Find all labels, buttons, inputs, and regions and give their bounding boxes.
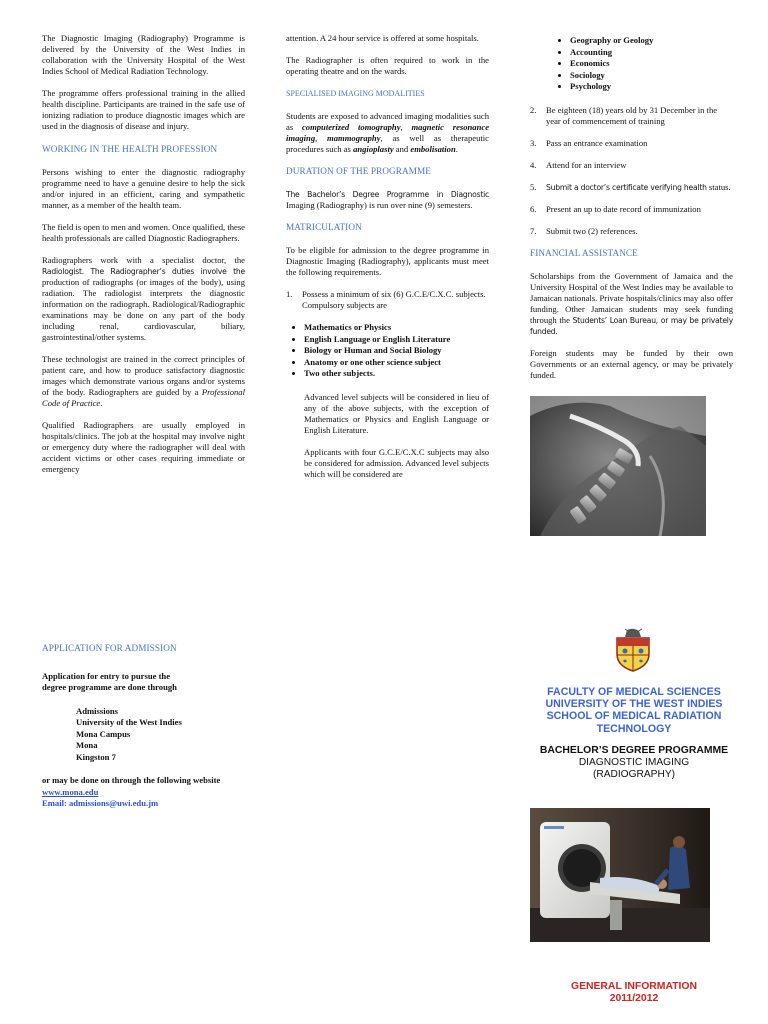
list-item: • English Language or English Literature (304, 334, 489, 346)
heading-working: WORKING IN THE HEALTH PROFESSION (42, 144, 218, 154)
application-intro-line-2: degree programme are done through (42, 682, 177, 692)
faculty-line: FACULTY OF MEDICAL SCIENCES (547, 686, 721, 698)
email-link[interactable]: admissions@uwi.edu.jm (68, 798, 159, 808)
address-line: Kingston 7 (76, 751, 116, 762)
degree-line: BACHELOR’S DEGREE PROGRAMME (539, 745, 729, 756)
duration-paragraph: The Bachelor’s Degree Programme in Diagnostic Imaging (Radiography) is run over nine (9) semesters. (286, 190, 489, 210)
financial-paragraph-1: Scholarships from the Government of Jamaica and the University Hospital of the West Indies may be available to Jamaican nationals. Private hospitals/clinics may also offer funding. Other Jamaican students may seek funding through the Students’ Loan Bureau, or may be privately funded. (530, 270, 733, 336)
address-line: Mona Campus (76, 728, 131, 739)
address-line: Mona (76, 740, 98, 750)
intro-paragraph-2: The programme offers professional training in the allied health discipline. Participants are trained in the safe use of ionizing radiation to produce diagnostic images which are used in the diagnosis of disease and injury. (42, 88, 245, 131)
mri-scanner-photo (530, 808, 710, 942)
heading-specialised: SPECIALISED IMAGING MODALITIES (286, 89, 425, 98)
faculty-line: TECHNOLOGY (596, 722, 672, 735)
address-line: Admissions (76, 705, 119, 716)
requirement-2: 2. Be eighteen (18) years old by 31 December in the year of commencement of training (530, 104, 718, 126)
column-3 (530, 35, 733, 392)
faculty-title (520, 686, 748, 735)
column-1 (42, 33, 245, 486)
general-year: 2011/2012 (609, 992, 659, 1004)
requirement-6: 6. Present an up to date record of immunization (530, 203, 701, 214)
heading-duration: DURATION OF THE PROGRAMME (286, 166, 432, 176)
working-paragraph-4: These technologist are trained in the correct principles of patient care, and how to produce satisfactory diagnostic images which demonstrate various organs and/or systems of the body. Radiographers are guided by a Professional Code of Practice. (42, 354, 245, 408)
heading-financial: FINANCIAL ASSISTANCE (530, 247, 638, 258)
application-section (42, 643, 272, 810)
financial-paragraph-2: Foreign students may be funded by their own Governments or an external agency, or may be privately funded. (530, 347, 733, 380)
list-item: • Mathematics or Physics (304, 322, 489, 334)
heading-application: APPLICATION FOR ADMISSION (42, 643, 177, 653)
compulsory-subjects (286, 322, 489, 380)
email-line: Email: admissions@uwi.edu.jm (42, 798, 159, 808)
advanced-level-paragraph: Advanced level subjects will be considered in lieu of any of the above subjects, with the exception of Mathematics or Physics and English Language or English Literature. (304, 391, 489, 435)
xray-cervical-spine-graphic (530, 396, 706, 536)
xray-image (530, 396, 706, 536)
requirement-7: 7. Submit two (2) references. (530, 225, 638, 236)
matriculation-paragraph: To be eligible for admission to the degree programme in Diagnostic Imaging (Radiography), applicants must meet the following requirements. (286, 245, 489, 277)
website-link[interactable]: www.mona.edu (42, 786, 99, 797)
working-paragraph-1: Persons wishing to enter the diagnostic radiography programme need to have a genuine desire to help the sick and/or injured in an efficient, caring and sympathetic manner, as a member of the health team. (42, 167, 245, 210)
degree-line: (RADIOGRAPHY) (592, 769, 676, 781)
general-information-label (520, 981, 748, 1004)
requirements-list-continued (530, 105, 733, 237)
list-item: • Anatomy or one other science subject (304, 357, 489, 369)
degree-line: DIAGNOSTIC IMAGING (578, 757, 690, 769)
requirement-1: 1. Possess a minimum of six (6) G.C.E/C.X.C. subjects. Compulsory subjects are (286, 289, 486, 310)
degree-title (520, 745, 748, 782)
address-line: University of the West Indies (76, 717, 182, 727)
column-2 (286, 33, 489, 491)
working-paragraph-2: The field is open to men and women. Once qualified, these health professionals are called Diagnostic Radiographers. (42, 222, 245, 243)
general-line: GENERAL INFORMATION (570, 981, 698, 992)
specialised-paragraph: Students are exposed to advanced imaging modalities such as computerized tomography, magnetic resonance imaging, mammography, as well as therapeutic procedures such as angioplasty and embolisation. (286, 111, 490, 154)
advanced-subjects (530, 35, 733, 93)
list-item: • Sociology (570, 70, 733, 82)
continued-paragraph-1: attention. A 24 hour service is offered at some hospitals. (286, 33, 479, 43)
faculty-line: UNIVERSITY OF THE WEST INDIES (545, 698, 723, 711)
requirement-4: 4. Attend for an interview (530, 159, 627, 170)
list-item: • Economics (570, 58, 733, 70)
four-subjects-paragraph: Applicants with four G.C.E/C.X.C subjects may also be considered for admission. Advanced level subjects which will be considered are (304, 446, 489, 479)
requirement-3: 3. Pass an entrance examination (530, 137, 648, 148)
list-item: • Psychology (570, 81, 733, 93)
requirements-list-start (286, 289, 489, 311)
working-paragraph-5: Qualified Radiographers are usually employed in hospitals/clinics. The job at the hospital may involve night or emergency duty where the radiographer will deal with accident victims or other cases requiring immediate or emergency (42, 420, 245, 474)
working-paragraph-3: Radiographers work with a specialist doctor, the Radiologist. The Radiographer’s duties involve the production of radiographs (or images of the body), using radiation. The radiologist interprets the diagnostic information on the radiograph. Radiological/Radiographic examinations may be done on any part of the body including renal, cardiovascular, biliary, gastrointestinal/other systems. (42, 255, 245, 342)
list-item: • Geography or Geology (570, 35, 733, 47)
application-intro-line-1: Application for entry to pursue the (42, 670, 171, 681)
intro-paragraph-1: The Diagnostic Imaging (Radiography) Programme is delivered by the University of the West Indies in collaboration with the University Hospital of the West Indies School of Medical Radiation Technology. (42, 33, 245, 76)
list-item: • Accounting (570, 47, 733, 59)
list-item: • Two other subjects. (304, 368, 489, 380)
website-intro: or may be done on through the following website (42, 775, 221, 785)
uwi-crest-logo (611, 628, 655, 672)
heading-matriculation: MATRICULATION (286, 222, 362, 232)
admissions-address (42, 706, 272, 764)
list-item: • Biology or Human and Social Biology (304, 345, 489, 357)
continued-paragraph-2: The Radiographer is often required to work in the operating theatre and on the wards. (286, 55, 489, 76)
requirement-5: 5. Submit a doctor’s certificate verifying health status. (530, 181, 731, 192)
faculty-line: SCHOOL OF MEDICAL RADIATION (546, 710, 722, 723)
